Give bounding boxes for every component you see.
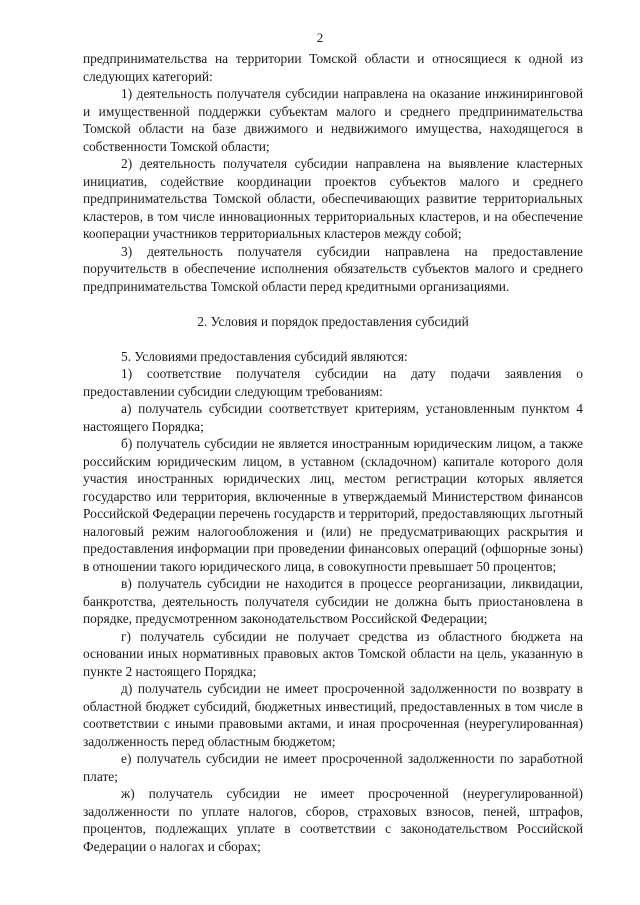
paragraph: в) получатель субсидии не находится в процессе реорганизации, ликвидации, банкротства, деятельность получателя субсидии не должна быть приостановлена в порядке, предусмотренном законодательством Российской Федерации; [83, 576, 583, 626]
page-number: 2 [316, 30, 324, 45]
paragraphs-after-heading [83, 348, 583, 856]
paragraph: е) получатель субсидии не имеет просроченной задолженности по заработной плате; [83, 751, 583, 784]
paragraph: 1) деятельность получателя субсидии направлена на оказание инжиниринговой и имущественной поддержки субъектам малого и среднего предпринимательства Томской области на базе движимого и недвижимого имущества, находящегося в собственности Томской области; [83, 86, 583, 154]
paragraphs-before-heading [83, 50, 583, 295]
document-body [83, 50, 583, 855]
paragraph: д) получатель субсидии не имеет просроченной задолженности по возврату в областной бюджет субсидий, бюджетных инвестиций, предоставленных в том числе в соответствии с иными правовыми актами, и иная просроченная (неурегулированная) задолженность перед областным бюджетом; [83, 681, 583, 749]
paragraph: ж) получатель субсидии не имеет просроченной (неурегулированной) задолженности по уплате налогов, сборов, страховых взносов, пеней, штрафов, процентов, подлежащих уплате в соответствии с законодательством Российской Федерации о налогах и сборах; [83, 786, 583, 854]
paragraph: 2) деятельность получателя субсидии направлена на выявление кластерных инициатив, содействие координации проектов субъектов малого и среднего предпринимательства Томской области, обеспечивающих развитие территориальных кластеров, в том числе инновационных территориальных кластеров, и на обеспечение кооперации участников территориальных кластеров между собой; [83, 156, 583, 241]
paragraph: 1) соответствие получателя субсидии на дату подачи заявления о предоставлении субсидии следующим требованиям: [83, 366, 583, 399]
paragraph: предпринимательства на территории Томской области и относящиеся к одной из следующих категорий: [83, 51, 583, 84]
paragraph: г) получатель субсидии не получает средства из областного бюджета на основании иных нормативных правовых актов Томской области на цель, указанную в пункте 2 настоящего Порядка; [83, 628, 583, 679]
paragraph: 5. Условиями предоставления субсидий являются: [121, 348, 408, 364]
paragraph: а) получатель субсидии соответствует критериям, установленным пунктом 4 настоящего Порядка; [83, 401, 583, 434]
paragraph: б) получатель субсидии не является иностранным юридическим лицом, а также российским юридическим лицом, в уставном (складочном) капитале которого доля участия иностранных юридических лиц, местом регистрации которых является государство или территория, включенные в утверждаемый Министерством финансов Российской Федерации перечень государств и территорий, предоставляющих льготный налоговый режим налогообложения и (или) не предусматривающих раскрытия и предоставления информации при проведении финансовых операций (офшорные зоны) в отношении такого юридического лица, в совокупности превышает 50 процентов; [83, 436, 583, 574]
paragraph: 3) деятельность получателя субсидии направлена на предоставление поручительств в обеспечение исполнения обязательств субъектов малого и среднего предпринимательства Томской области перед кредитными организациями. [83, 243, 583, 294]
section-heading: 2. Условия и порядок предоставления субсидий [197, 314, 469, 329]
